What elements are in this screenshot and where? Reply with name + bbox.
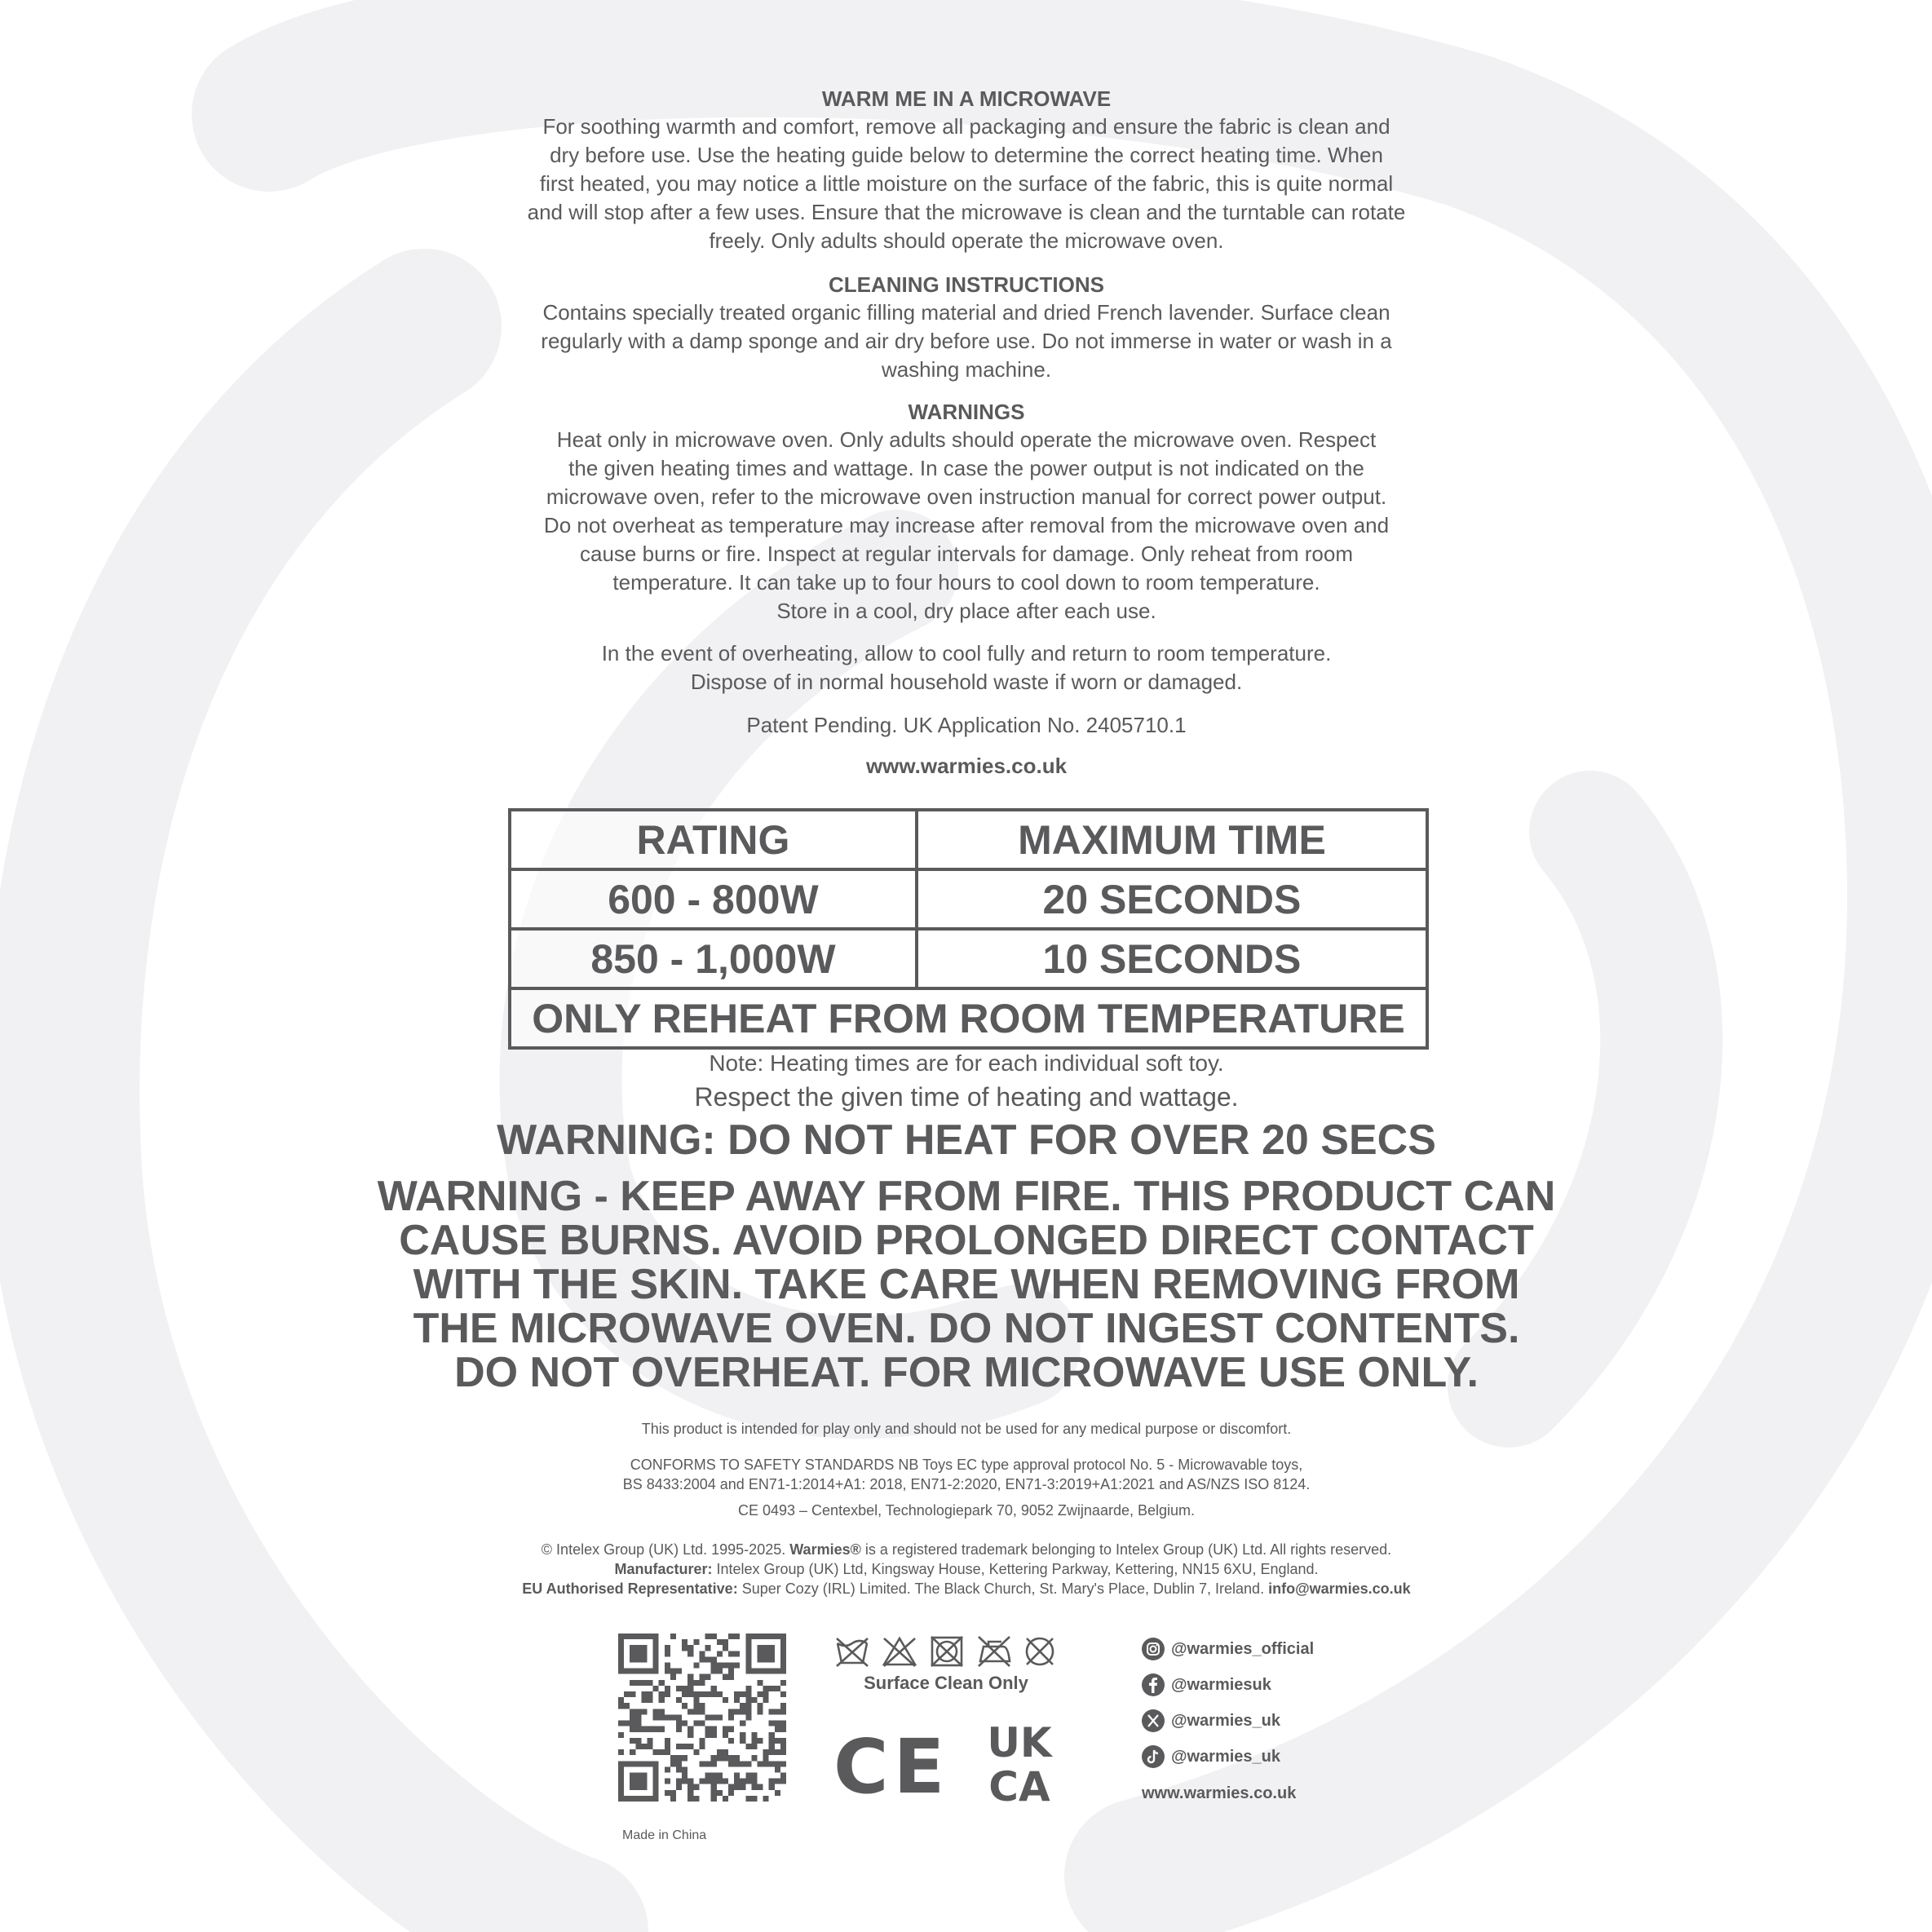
do-not-bleach-icon [884, 1638, 915, 1666]
table-footer: ONLY REHEAT FROM ROOM TEMPERATURE [510, 988, 1427, 1048]
ce-address: CE 0493 – Centexbel, Technologiepark 70, 9052 Zwijnaarde, Belgium. [737, 1502, 1196, 1519]
social-instagram[interactable] [1142, 1638, 1314, 1660]
care-symbols [835, 1634, 1057, 1669]
cleaning-heading: CLEANING INSTRUCTIONS [829, 272, 1104, 297]
warnings-line: microwave oven, refer to the microwave oven instruction manual for correct power output. [546, 484, 1387, 509]
respect-note: Respect the given time of heating and wattage. [694, 1082, 1239, 1112]
svg-text:UK: UK [987, 1719, 1052, 1766]
legal-block [457, 1540, 1476, 1598]
manufacturer-text: Intelex Group (UK) Ltd, Kingsway House, Kettering Parkway, Kettering, NN15 6XU, England. [712, 1561, 1319, 1577]
overheating-line: Dispose of in normal household waste if worn or damaged. [690, 670, 1243, 694]
website-link[interactable]: www.warmies.co.uk [865, 754, 1068, 778]
warnings-line: the given heating times and wattage. In case the power output is not indicated on the [568, 456, 1364, 480]
do-not-wash-icon [837, 1638, 868, 1666]
table-cell-rating: 850 - 1,000W [510, 929, 917, 988]
eu-rep-line [457, 1579, 1476, 1598]
warnings-line: Do not overheat as temperature may increase after removal from the microwave oven and [543, 513, 1390, 537]
cleaning-line: washing machine. [881, 357, 1052, 382]
table-cell-time: 20 SECONDS [917, 869, 1427, 929]
warnings-line: Heat only in microwave oven. Only adults should operate the microwave oven. Respect [556, 427, 1377, 452]
conforms-line: BS 8433:2004 and EN71-1:2014+A1: 2018, EN71-2:2020, EN71-3:2019+A1:2021 and AS/NZS ISO 8124. [622, 1476, 1311, 1492]
svg-text:CA: CA [988, 1763, 1050, 1804]
warm-line: dry before use. Use the heating guide below to determine the correct heating time. When [550, 143, 1383, 167]
warnings-line: temperature. It can take up to four hours to cool down to room temperature. [612, 570, 1320, 595]
warning-20-secs: WARNING: DO NOT HEAT FOR OVER 20 SECS [497, 1116, 1436, 1164]
ukca-mark-icon [979, 1719, 1060, 1804]
warm-section [457, 85, 1476, 255]
copyright-line [457, 1540, 1476, 1559]
website-link[interactable]: www.warmies.co.uk [1142, 1784, 1297, 1802]
qr-code-icon[interactable] [618, 1634, 786, 1802]
fire-warning-line: DO NOT OVERHEAT. FOR MICROWAVE USE ONLY. [454, 1349, 1479, 1396]
overheating-line: In the event of overheating, allow to cool fully and return to room temperature. [601, 641, 1332, 665]
conforms-text [457, 1455, 1476, 1494]
warm-line: and will stop after a few uses. Ensure that the microwave is clean and the turntable can rotate [527, 200, 1406, 224]
tiktok-icon [1142, 1745, 1165, 1768]
conforms-line: CONFORMS TO SAFETY STANDARDS NB Toys EC type approval protocol No. 5 - Microwavable toys, [630, 1457, 1303, 1473]
warm-line: freely. Only adults should operate the microwave oven. [709, 228, 1224, 253]
surface-clean-label: Surface Clean Only [864, 1673, 1028, 1693]
copyright-text: is a registered trademark belonging to Intelex Group (UK) Ltd. All rights reserved. [860, 1541, 1392, 1558]
warm-line: For soothing warmth and comfort, remove all packaging and ensure the fabric is clean and [542, 114, 1390, 139]
social-facebook[interactable] [1142, 1673, 1314, 1696]
x-icon [1142, 1709, 1165, 1732]
brand-name: Warmies® [789, 1541, 861, 1558]
do-not-iron-icon [979, 1637, 1010, 1666]
warm-heading: WARM ME IN A MICROWAVE [821, 86, 1112, 111]
warnings-heading: WARNINGS [908, 400, 1025, 424]
eu-rep-text: Super Cozy (IRL) Limited. The Black Church, St. Mary's Place, Dublin 7, Ireland. [737, 1581, 1269, 1597]
fire-warning-line: CAUSE BURNS. AVOID PROLONGED DIRECT CONTACT [399, 1217, 1534, 1264]
social-links [1142, 1638, 1314, 1781]
instagram-icon [1142, 1638, 1165, 1660]
table-cell-rating: 600 - 800W [510, 869, 917, 929]
facebook-icon [1142, 1673, 1165, 1696]
manufacturer-label: Manufacturer: [614, 1561, 713, 1577]
svg-text:CE: CE [833, 1731, 949, 1799]
cleaning-line: regularly with a damp sponge and air dry before use. Do not immerse in water or wash in a [541, 329, 1392, 353]
social-handle: @warmies_uk [1171, 1711, 1281, 1730]
do-not-tumble-dry-icon [931, 1637, 962, 1666]
fire-warning-line: WARNING - KEEP AWAY FROM FIRE. THIS PRODUCT CAN [377, 1173, 1556, 1220]
eu-rep-label: EU Authorised Representative: [522, 1581, 738, 1597]
play-only-text: This product is intended for play only and should not be used for any medical purpose or discomfort. [641, 1421, 1292, 1437]
copyright-text: © Intelex Group (UK) Ltd. 1995-2025. [541, 1541, 790, 1558]
heating-table [508, 808, 1429, 1050]
manufacturer-line [457, 1559, 1476, 1579]
cleaning-section [457, 271, 1476, 384]
table-header-rating: RATING [510, 810, 917, 869]
heating-note: Note: Heating times are for each individual soft toy. [709, 1050, 1224, 1076]
table-cell-time: 10 SECONDS [917, 929, 1427, 988]
overheating-section [457, 639, 1476, 696]
warm-line: first heated, you may notice a little moisture on the surface of the fabric, this is quite normal [539, 171, 1394, 196]
fire-warning-line: WITH THE SKIN. TAKE CARE WHEN REMOVING FROM [413, 1261, 1520, 1308]
table-header-row [510, 810, 1427, 869]
email-link[interactable]: info@warmies.co.uk [1268, 1581, 1411, 1597]
table-header-max-time: MAXIMUM TIME [917, 810, 1427, 869]
do-not-dry-clean-icon [1027, 1638, 1053, 1665]
social-x[interactable] [1142, 1709, 1314, 1732]
social-handle: @warmies_uk [1171, 1747, 1281, 1766]
table-row [510, 929, 1427, 988]
table-footer-row [510, 988, 1427, 1048]
fire-warning [359, 1174, 1574, 1395]
table-row [510, 869, 1427, 929]
made-in-text: Made in China [622, 1828, 707, 1842]
social-handle: @warmies_official [1171, 1639, 1315, 1658]
patent-text: Patent Pending. UK Application No. 2405710.1 [746, 713, 1187, 737]
warnings-line: Store in a cool, dry place after each use. [776, 599, 1156, 623]
social-tiktok[interactable] [1142, 1745, 1314, 1768]
ce-mark-icon [833, 1731, 949, 1799]
fire-warning-line: THE MICROWAVE OVEN. DO NOT INGEST CONTENTS. [413, 1305, 1520, 1352]
warnings-section [457, 398, 1476, 626]
warnings-line: cause burns or fire. Inspect at regular intervals for damage. Only reheat from room [580, 542, 1353, 566]
cleaning-line: Contains specially treated organic filling material and dried French lavender. Surface clean [542, 300, 1390, 325]
social-handle: @warmiesuk [1171, 1675, 1271, 1694]
